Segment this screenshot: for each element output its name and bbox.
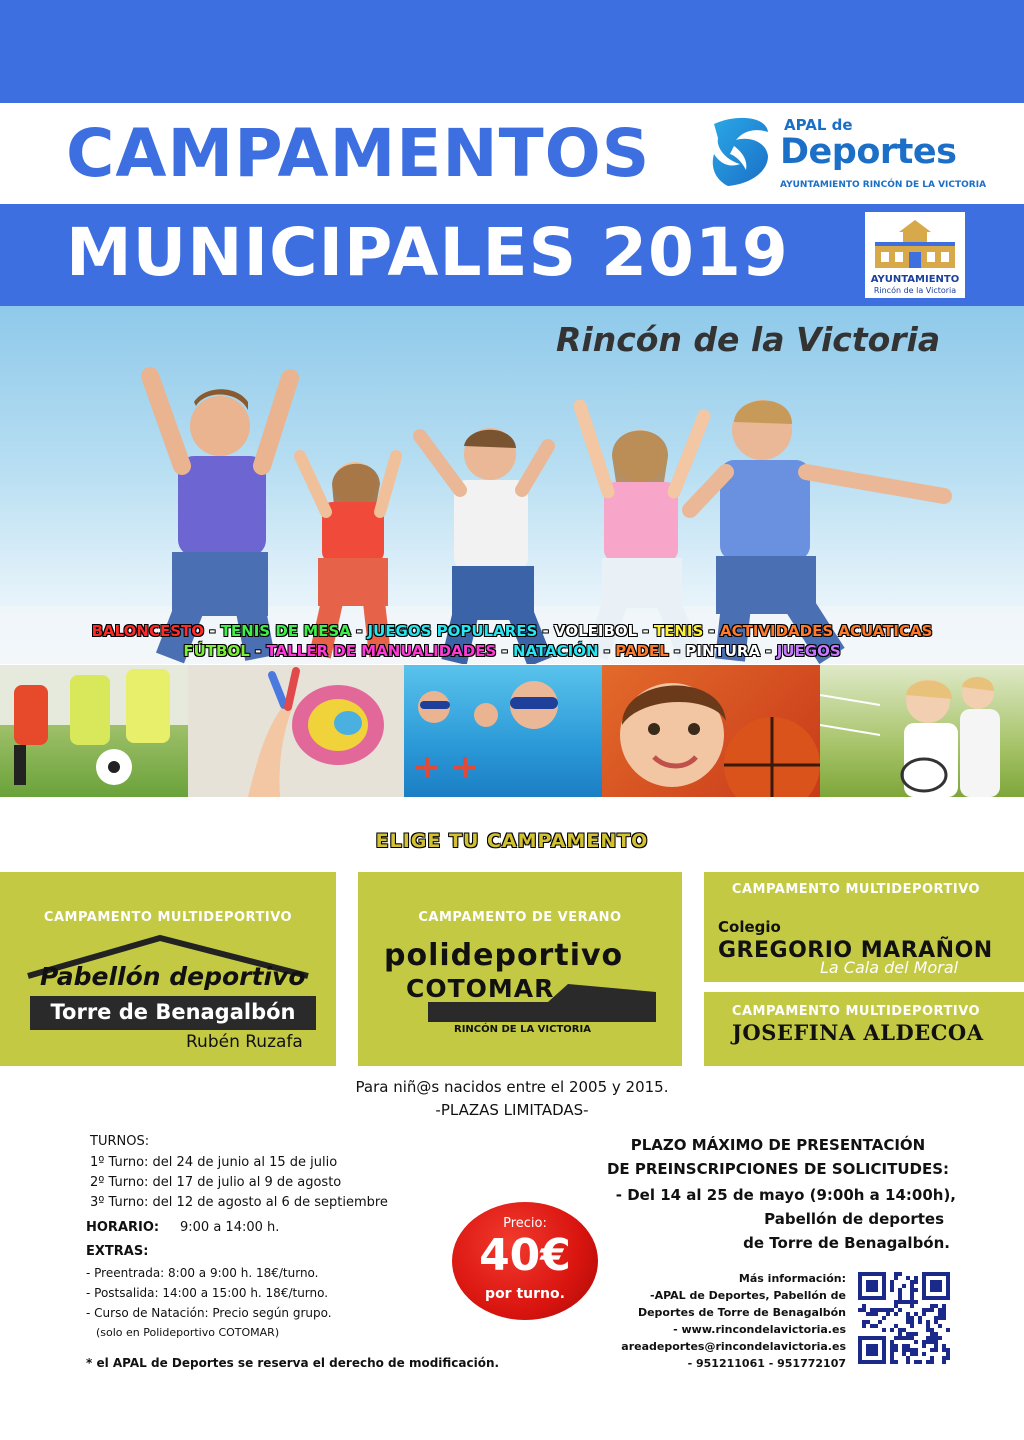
activity-separator: - (350, 622, 368, 640)
disclaimer-text: * el APAL de Deportes se reserva el derecho de modificación. (86, 1356, 500, 1370)
turno-1: 1º Turno: del 24 de junio al 15 de julio (90, 1155, 338, 1170)
activity-separator: - (598, 642, 616, 660)
activity-separator: - (496, 642, 513, 660)
deadline-line-3: - Del 14 al 25 de mayo (9:00h a 14:00h), (615, 1186, 956, 1204)
contact-email-link[interactable]: areadeportes@rincondelavictoria.es (621, 1340, 846, 1353)
extra-3: - Curso de Natación: Precio según grupo. (86, 1306, 332, 1320)
camp3-name-3: La Cala del Moral (820, 958, 959, 977)
contact-title: Más información: (738, 1272, 846, 1285)
ayto-line-2: Rincón de la Victoria (873, 286, 957, 295)
horario-value: 9:00 a 14:00 h. (180, 1220, 280, 1235)
activity-label: VOLEIBOL (553, 622, 638, 640)
activity-separator: - (637, 622, 654, 640)
hero-photo-jumping-kids (0, 306, 1024, 664)
camp1-name-1: Pabellón deportivo (40, 962, 306, 991)
activity-separator: - (668, 642, 686, 660)
activity-label: PADEL (615, 642, 669, 660)
contact-line-2: Deportes de Torre de Benagalbón (637, 1306, 846, 1319)
camp2-name-1: polideportivo (384, 938, 624, 973)
ayuntamiento-logo (863, 210, 967, 300)
camp-box-josefina[interactable] (704, 992, 1024, 1066)
price-label: Precio: (503, 1216, 547, 1231)
deadline-line-5: de Torre de Benagalbón. (743, 1234, 950, 1252)
photo-strip (0, 665, 1024, 797)
extra-1: - Preentrada: 8:00 a 9:00 h. 18€/turno. (86, 1266, 319, 1280)
activity-separator: - (249, 642, 267, 660)
extras-title: EXTRAS: (86, 1244, 149, 1259)
camp-box-gregorio-head: CAMPAMENTO MULTIDEPORTIVO (731, 882, 981, 897)
deadline-line-2: DE PREINSCRIPCIONES DE SOLICITUDES: (606, 1160, 950, 1178)
activity-label: TENIS (653, 622, 704, 640)
activity-label: ACTIVIDADES ACUATICAS (719, 622, 933, 640)
activity-separator: - (537, 622, 554, 640)
contact-web-link[interactable]: - www.rincondelavictoria.es (673, 1323, 846, 1336)
price-badge (452, 1202, 598, 1320)
apal-deportes-logo (706, 110, 987, 194)
turnos-title: TURNOS: (90, 1134, 150, 1149)
apal-big-text: Deportes (780, 132, 957, 172)
camp2-name-3: RINCÓN DE LA VICTORIA (454, 1024, 591, 1035)
turno-2: 2º Turno: del 17 de julio al 9 de agosto (90, 1175, 342, 1190)
town-hall-icon (865, 214, 965, 274)
camp-box-josefina-head: CAMPAMENTO MULTIDEPORTIVO (731, 1004, 981, 1019)
ages-text: Para niñ@s nacidos entre el 2005 y 2015. (355, 1078, 669, 1096)
location-title: Rincón de la Victoria (556, 320, 941, 359)
extra-2: - Postsalida: 14:00 a 15:00 h. 18€/turno. (86, 1286, 329, 1300)
sports-hall-icon (358, 872, 682, 1066)
activity-label: TENIS DE MESA (220, 622, 351, 640)
activity-label: JUEGOS (776, 642, 841, 660)
camp-box-pabellon-head: CAMPAMENTO MULTIDEPORTIVO (43, 910, 293, 925)
apal-sub-text: AYUNTAMIENTO RINCÓN DE LA VICTORIA (780, 180, 987, 190)
camp1-name-2: Torre de Benagalbón (50, 1000, 296, 1024)
photo-girl-basketball (602, 665, 820, 797)
activity-separator: - (204, 622, 221, 640)
activity-label: TALLER DE MANUALIDADES (266, 642, 497, 660)
activities-row-2 (40, 640, 984, 662)
qr-code-graphic (858, 1272, 950, 1366)
contact-line-1: -APAL de Deportes, Pabellón de (650, 1289, 846, 1302)
deadline-line-1: PLAZO MÁXIMO DE PRESENTACIÓN (630, 1136, 926, 1154)
ayto-line-1: AYUNTAMIENTO (870, 274, 960, 285)
title-line-2: MUNICIPALES 2019 (66, 214, 789, 291)
activity-label: BALONCESTO (91, 622, 205, 640)
camp-box-cotomar[interactable] (358, 872, 682, 1066)
camp-box-cotomar-head: CAMPAMENTO DE VERANO (418, 910, 622, 925)
top-blue-bar (0, 0, 1024, 103)
camp-box-pabellon[interactable] (0, 872, 336, 1066)
camp1-name-3: Rubén Ruzafa (186, 1032, 303, 1052)
limited-text: -PLAZAS LIMITADAS- (435, 1101, 589, 1119)
apal-small-text: APAL de (784, 116, 853, 134)
extra-4: (solo en Polideportivo COTOMAR) (96, 1326, 280, 1339)
choose-camp-heading: ELIGE TU CAMPAMENTO (375, 830, 649, 852)
activity-separator: - (760, 642, 777, 660)
activity-label: NATACIÓN (512, 642, 599, 660)
title-line-1: CAMPAMENTOS (66, 115, 651, 192)
activities-row-1 (40, 620, 984, 642)
qr-code-icon[interactable] (858, 1272, 950, 1366)
camp2-name-2: COTOMAR (406, 974, 555, 1003)
photo-football (0, 665, 188, 797)
activity-separator: - (703, 622, 720, 640)
horario-label: HORARIO: (86, 1220, 160, 1235)
camp4-name-1: JOSEFINA ALDECOA (732, 1020, 984, 1045)
jumping-kids-illustration (0, 306, 1024, 664)
photo-tennis (820, 665, 1024, 797)
activity-label: FÚTBOL (183, 642, 250, 660)
camp3-name-1: Colegio (718, 918, 781, 936)
price-amount: 40€ (479, 1230, 571, 1281)
activity-label: JUEGOS POPULARES (367, 622, 538, 640)
deadline-line-4: Pabellón de deportes (764, 1210, 944, 1228)
photo-swimming (404, 665, 602, 797)
contact-phones: - 951211061 - 951772107 (687, 1357, 846, 1370)
camp-box-gregorio[interactable] (704, 872, 1024, 982)
photo-painted-hands (188, 665, 404, 797)
camp3-name-2: GREGORIO MARAÑON (718, 938, 993, 963)
price-per: por turno. (485, 1286, 565, 1302)
turno-3: 3º Turno: del 12 de agosto al 6 de septiembre (90, 1195, 388, 1210)
activity-label: PINTURA (685, 642, 761, 660)
